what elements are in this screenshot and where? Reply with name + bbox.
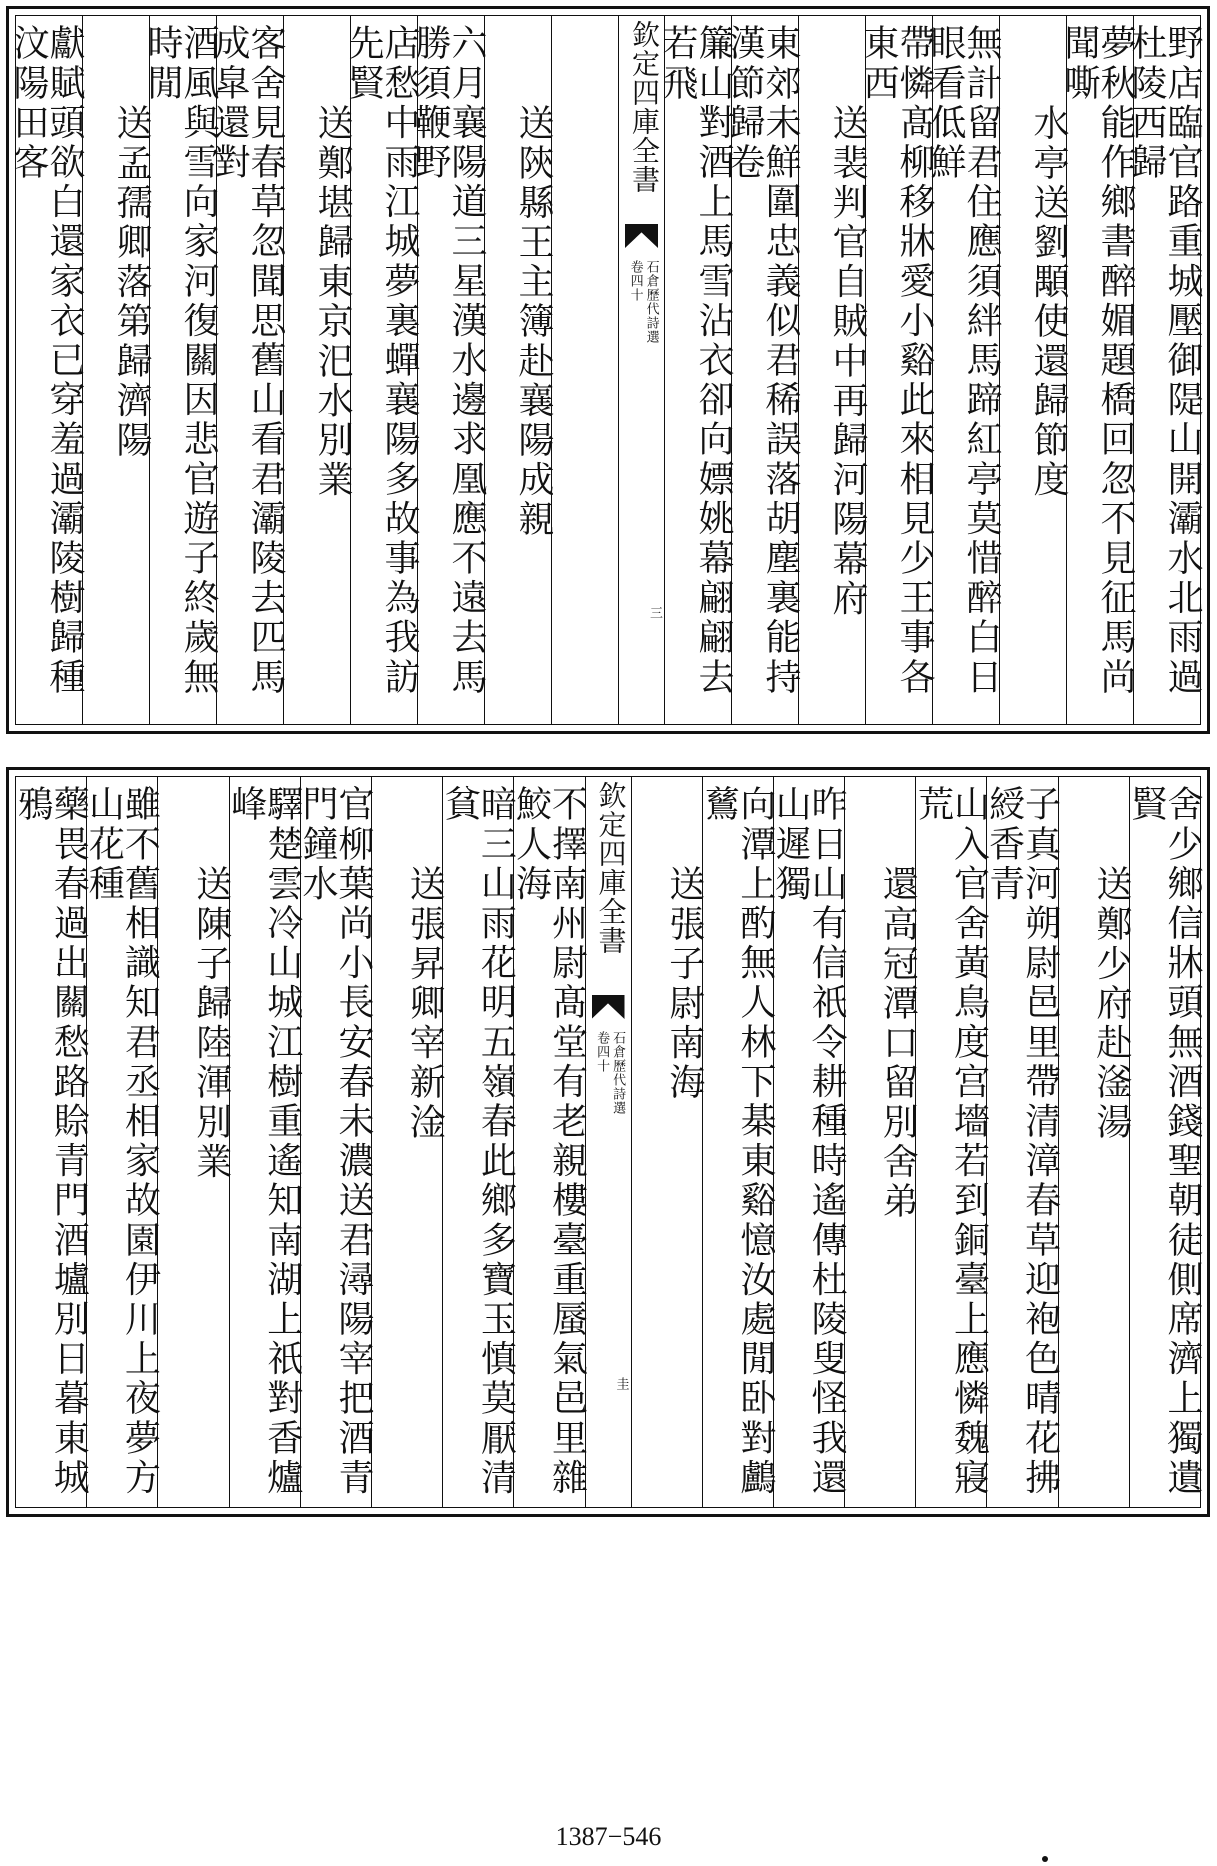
text-column: [925, 16, 1002, 724]
poem-title: 送陳子歸陸渾別業: [190, 865, 232, 1182]
text-column: [551, 16, 618, 724]
text-column: [439, 777, 517, 1507]
poem-line: 舍少鄉信牀頭無酒錢聖朝徒側席濟上獨遺賢: [1126, 785, 1203, 1498]
poem-line: 夢秋能作鄉書醉媚題橋回忽不見征馬尚聞嘶: [1059, 24, 1136, 698]
bottom-page: [6, 767, 1210, 1517]
text-column: [410, 16, 487, 724]
text-column: [1126, 777, 1203, 1507]
poem-line: 不擇南州尉髙堂有老親樓臺重蜃氣邑里雜鮫人海: [510, 785, 588, 1498]
poem-line: 暗三山雨花明五嶺春此鄉多寶玉慎莫厭清貧: [439, 785, 517, 1498]
volume-label: 卷四十: [594, 1031, 610, 1073]
text-column: [82, 16, 152, 724]
poem-line: 簾山對酒上馬雪沾衣卻向嫖姚幕翩翩去若飛: [657, 24, 734, 698]
text-column: [858, 16, 935, 724]
text-column: [770, 777, 848, 1507]
poem-title: 送張昇卿宰新淦: [404, 865, 446, 1143]
poem-line: 六月襄陽道三星漢水邊求凰應不遠去馬勝須鞭野: [410, 24, 487, 698]
poem-line: 帶憐髙柳移牀愛小谿此來相見少王事各東西: [858, 24, 935, 698]
text-column: [343, 16, 420, 724]
poem-line: 驛楚雲冷山城江樹重遙知南湖上祇對香爐峰: [225, 785, 303, 1498]
text-column: [1059, 16, 1136, 724]
text-column: [844, 777, 919, 1507]
text-column: [83, 777, 161, 1507]
text-column: [999, 16, 1069, 724]
poem-line: 獻賦頭欲白還家衣已穿羞過灞陵樹歸種汶陽田客: [8, 24, 85, 698]
bottom-page-frame: [12, 776, 1203, 1508]
center-margin: [585, 777, 631, 1507]
poem-line: 藥畏春過出關愁路賒青門酒壚別日暮東城鴉: [12, 785, 90, 1498]
poem-line: 子真河朔尉邑里帶清漳春草迎袍色晴花拂綬香青: [983, 785, 1061, 1498]
poem-title: 送鄭堪歸東京汜水別業: [312, 104, 353, 500]
top-page-frame: [8, 15, 1203, 725]
page-footer-label: 1387−546: [555, 1822, 662, 1851]
poem-line: 無計留君住應須絆馬蹄紅亭莫惜醉白日眼看低鮮: [925, 24, 1002, 698]
fish-tail-mark-icon: [592, 995, 625, 1019]
text-column: [225, 777, 303, 1507]
text-column: [283, 16, 353, 724]
poem-title: 送裴判官自賊中再歸河陽幕府: [827, 104, 868, 619]
top-page: [6, 6, 1210, 734]
poem-title: 送陝縣王主簿赴襄陽成親: [513, 104, 554, 540]
fish-tail-mark-icon: [625, 224, 658, 248]
poem-line: 店愁中雨江城夢裏蟬襄陽多故事為我訪先賢: [343, 24, 420, 698]
poem-line: 官柳葉尚小長安春未濃送君潯陽宰把酒青門鐘水: [296, 785, 374, 1498]
poem-line: 昨日山有信祇令耕種時遙傳杜陵叟怪我還山遲獨: [770, 785, 848, 1498]
poem-line: 雖不舊相識知君丞相家故園伊川上夜夢方山花種: [83, 785, 161, 1498]
poem-line: 山入官舍黃鳥度宫墻若到銅臺上應憐魏寢荒: [912, 785, 990, 1498]
text-column: [157, 777, 232, 1507]
text-column: [12, 777, 90, 1507]
text-column: [484, 16, 554, 724]
text-column: [798, 16, 868, 724]
text-column: [631, 777, 705, 1507]
text-column: [657, 16, 734, 724]
text-column: [912, 777, 990, 1507]
text-column: [724, 16, 801, 724]
text-column: [296, 777, 374, 1507]
text-column: [983, 777, 1061, 1507]
book-title: 石倉歷代詩選: [610, 1031, 626, 1115]
text-column: [371, 777, 446, 1507]
poem-title: 送張子尉南海: [663, 865, 705, 1103]
poem-title: 送鄭少府赴滏湯: [1090, 865, 1132, 1143]
text-column: [1126, 16, 1203, 724]
poem-title: 水亭送劉顒使還歸節度: [1028, 104, 1069, 500]
poem-title: 送孟孺卿落第歸濟陽: [111, 104, 152, 461]
poem-line: 東郊未鮮圍忠義似君稀誤落胡塵裏能持漢節歸卷: [724, 24, 801, 698]
text-column: [142, 16, 219, 724]
text-column: [8, 16, 85, 724]
collection-title: 欽定四庫全書: [594, 781, 628, 955]
text-column: [698, 777, 776, 1507]
text-column: [209, 16, 286, 724]
page-number: 三: [647, 606, 662, 619]
center-margin: [618, 16, 664, 724]
ink-dot: [1042, 1856, 1048, 1862]
poem-line: 客舍見春草忽聞思舊山看君灞陵去匹馬成皐還對: [209, 24, 286, 698]
text-column: [1058, 777, 1132, 1507]
poem-line: 向潭上酌無人林下棊東谿憶汝處閒卧對鸕鶿: [698, 785, 776, 1498]
collection-title: 欽定四庫全書: [628, 20, 661, 194]
poem-title: 還高冠潭口留別舍弟: [877, 865, 919, 1222]
book-title: 石倉歷代詩選: [643, 260, 659, 344]
page-number: 圭: [613, 1377, 629, 1390]
volume-label: 卷四十: [627, 260, 643, 302]
poem-line: 酒風與雪向家河復關因悲官遊子終歲無時閒: [142, 24, 219, 698]
poem-line: 野店臨官路重城壓御隄山開灞水北雨過杜陵西歸: [1126, 24, 1203, 698]
text-column: [510, 777, 588, 1507]
